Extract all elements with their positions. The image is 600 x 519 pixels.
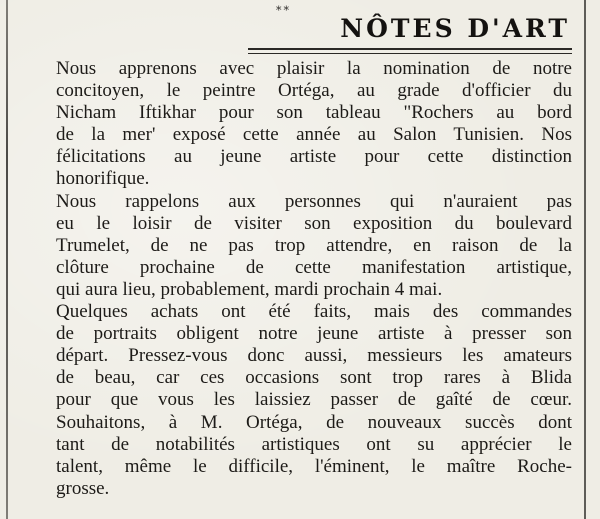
- text-line: de beau, car ces occasions sont trop rares à Blida: [56, 367, 572, 389]
- text-line: clôture prochaine de cette manifestation artistique,: [56, 256, 572, 278]
- text-line: pour que vous les laissiez passer de gaîté de cœur.: [56, 389, 572, 411]
- paragraph-exhibition: [22, 191, 572, 301]
- text-line: Souhaitons, à M. Ortéga, de nouveaux succès dont: [56, 411, 572, 433]
- text-line: Nous apprenons avec plaisir la nomination de notre: [56, 58, 572, 79]
- left-column-rule: [6, 0, 8, 519]
- text-line: tant de notabilités artistiques ont su apprécier le: [56, 433, 572, 455]
- text-line: Nicham Iftikhar pour son tableau "Rochers au bord: [56, 102, 572, 124]
- text-line: Trumelet, de ne pas trop attendre, en raison de la: [56, 234, 572, 256]
- text-line: honorifique.: [56, 168, 150, 190]
- text-line: félicitations au jeune artiste pour cette distinction: [56, 146, 572, 168]
- text-line: grosse.: [56, 477, 110, 499]
- article-heading: NÔTES D'ART: [340, 14, 570, 43]
- text-line: de la mer' exposé cette année au Salon Tunisien. Nos: [56, 124, 572, 146]
- text-line: Nous rappelons aux personnes qui n'auraient pas: [56, 190, 572, 212]
- text-line: eu le loisir de visiter son exposition du boulevard: [56, 212, 572, 234]
- text-line: concitoyen, le peintre Ortéga, au grade d'officier du: [56, 80, 572, 102]
- text-line: Quelques achats ont été faits, mais des commandes: [56, 301, 572, 323]
- text-line: départ. Pressez-vous donc aussi, messieurs les amateurs: [56, 345, 572, 367]
- text-line: talent, même le difficile, l'éminent, le maître Roche-: [56, 455, 572, 477]
- heading-ornament: **: [276, 4, 291, 17]
- right-column-rule: [584, 0, 586, 519]
- paragraph-purchases: [22, 301, 572, 500]
- heading-underline: [248, 48, 572, 54]
- text-line: de portraits obligent notre jeune artiste à presser son: [56, 323, 572, 345]
- article-body: [22, 58, 572, 500]
- paragraph-nomination: [22, 58, 572, 191]
- text-line: qui aura lieu, probablement, mardi prochain 4 mai.: [56, 278, 443, 300]
